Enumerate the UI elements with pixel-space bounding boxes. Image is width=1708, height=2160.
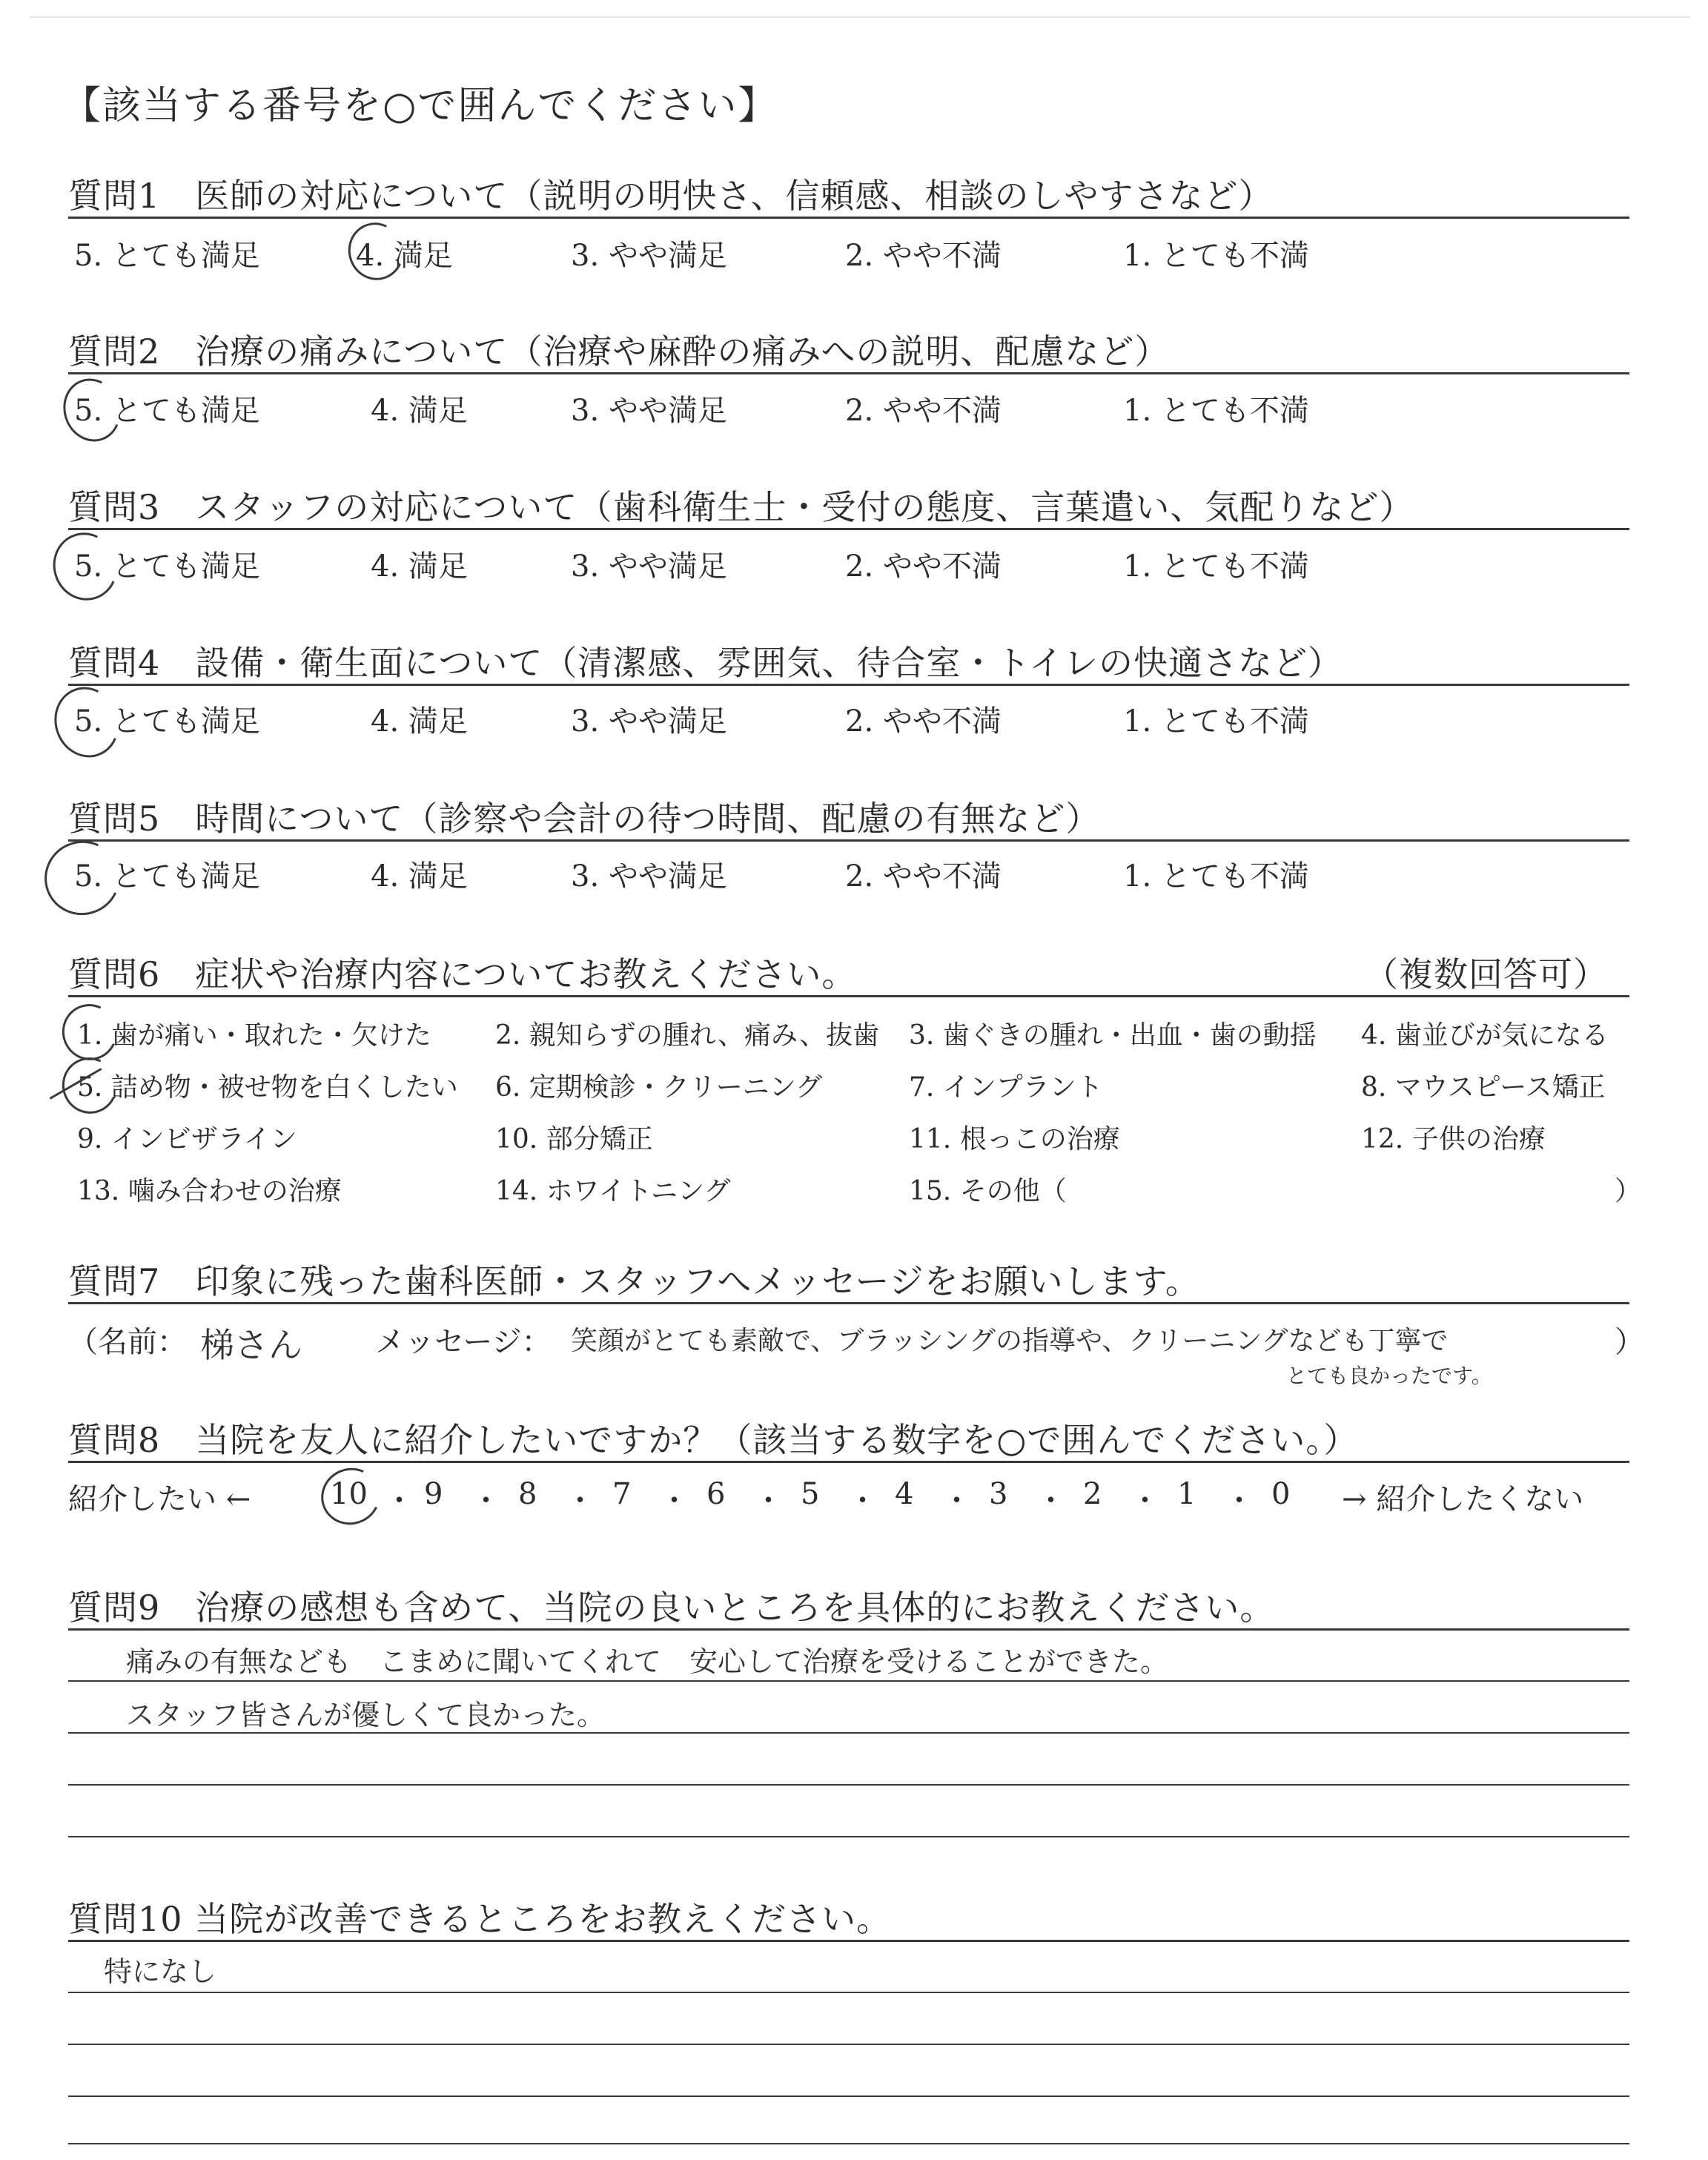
q2-option-5[interactable]: 5. とても満足 bbox=[74, 394, 260, 428]
question-8-title: 質問8 当院を友人に紹介したいですか？（該当する数字を○で囲んでください。） bbox=[68, 1420, 1359, 1460]
q10-answer-1[interactable]: 特になし bbox=[104, 1955, 217, 1988]
q5-option-5[interactable]: 5. とても満足 bbox=[74, 859, 260, 894]
q9-answer-line-5 bbox=[68, 1836, 1629, 1837]
q5-option-4[interactable]: 4. 満足 bbox=[371, 859, 468, 894]
q10-answer-line-2 bbox=[68, 1992, 1629, 1993]
q5-option-1[interactable]: 1. とても不満 bbox=[1123, 859, 1309, 894]
q9-answer-line-2 bbox=[68, 1680, 1629, 1682]
q5-option-2[interactable]: 2. やや不満 bbox=[845, 859, 1002, 894]
q9-answer-1[interactable]: 痛みの有無なども こまめに聞いてくれて 安心して治療を受けることができた。 bbox=[126, 1645, 1169, 1678]
q2-option-4[interactable]: 4. 満足 bbox=[371, 394, 468, 428]
q8-scale-1[interactable]: 1 bbox=[1177, 1477, 1196, 1511]
q8-scale-10[interactable]: 10 bbox=[330, 1477, 368, 1511]
q2-selection-circle bbox=[55, 371, 130, 450]
question-4-rule bbox=[68, 684, 1629, 686]
q1-option-4[interactable]: 4. 満足 bbox=[356, 239, 453, 273]
q6-selection-circle-5 bbox=[54, 1050, 125, 1122]
q4-option-1[interactable]: 1. とても不満 bbox=[1123, 704, 1309, 739]
q9-answer-line-4 bbox=[68, 1784, 1629, 1786]
q4-option-5[interactable]: 5. とても満足 bbox=[74, 704, 260, 739]
q4-option-3[interactable]: 3. やや満足 bbox=[571, 704, 727, 739]
q8-selection-circle bbox=[313, 1460, 388, 1533]
q7-name-value[interactable]: 梯さん bbox=[200, 1325, 302, 1365]
q4-selection-circle bbox=[44, 678, 129, 767]
q1-option-2[interactable]: 2. やや不満 bbox=[845, 239, 1002, 273]
q2-option-3[interactable]: 3. やや満足 bbox=[571, 394, 727, 428]
q6-other-close: ） bbox=[1615, 1176, 1642, 1206]
q6-item-10[interactable]: 10. 部分矯正 bbox=[495, 1124, 653, 1155]
q8-scale-separator: ・ bbox=[471, 1484, 501, 1518]
question-4-title: 質問4 設備・衛生面について（清潔感、雰囲気、待合室・トイレの快適さなど） bbox=[68, 643, 1343, 683]
q5-selection-circle bbox=[34, 830, 130, 926]
q8-scale-5[interactable]: 5 bbox=[801, 1477, 820, 1511]
q7-message-label: メッセージ： bbox=[375, 1325, 552, 1359]
question-10-title: 質問10 当院が改善できるところをお教えください。 bbox=[68, 1899, 892, 1939]
q8-scale-8[interactable]: 8 bbox=[518, 1477, 537, 1511]
q7-name-label: （名前： bbox=[68, 1325, 187, 1359]
q6-item-2[interactable]: 2. 親知らずの腫れ、痛み、抜歯 bbox=[495, 1020, 880, 1051]
q7-close-paren: ） bbox=[1615, 1325, 1644, 1359]
q8-scale-2[interactable]: 2 bbox=[1083, 1477, 1102, 1511]
q6-item-11[interactable]: 11. 根っこの治療 bbox=[909, 1124, 1120, 1155]
q6-item-9[interactable]: 9. インビザライン bbox=[77, 1124, 297, 1155]
q2-option-2[interactable]: 2. やや不満 bbox=[845, 394, 1002, 428]
q8-scale-7[interactable]: 7 bbox=[612, 1477, 632, 1511]
q3-option-1[interactable]: 1. とても不満 bbox=[1123, 549, 1309, 584]
q8-right-label: → 紹介したくない bbox=[1342, 1482, 1584, 1516]
q8-scale-separator: ・ bbox=[565, 1484, 595, 1518]
question-7-title: 質問7 印象に残った歯科医師・スタッフへメッセージをお願いします。 bbox=[68, 1261, 1200, 1301]
q10-answer-line-4 bbox=[68, 2095, 1629, 2097]
question-6-rule bbox=[68, 995, 1629, 997]
q4-option-4[interactable]: 4. 満足 bbox=[371, 704, 468, 739]
q2-option-1[interactable]: 1. とても不満 bbox=[1123, 394, 1309, 428]
q6-item-8[interactable]: 8. マウスピース矯正 bbox=[1361, 1072, 1606, 1103]
q7-message-line-1[interactable]: 笑顔がとても素敵で、ブラッシングの指導や、クリーニングなども丁寧で bbox=[571, 1326, 1449, 1356]
q3-option-4[interactable]: 4. 満足 bbox=[371, 549, 468, 584]
q8-scale-0[interactable]: 0 bbox=[1271, 1477, 1291, 1511]
q8-scale-separator: ・ bbox=[1130, 1484, 1160, 1518]
question-3-rule bbox=[68, 528, 1629, 530]
q4-option-2[interactable]: 2. やや不満 bbox=[845, 704, 1002, 739]
q8-scale-3[interactable]: 3 bbox=[989, 1477, 1008, 1511]
q8-scale-9[interactable]: 9 bbox=[424, 1477, 443, 1511]
question-1-title: 質問1 医師の対応について（説明の明快さ、信頼感、相談のしやすさなど） bbox=[68, 176, 1274, 216]
question-6-note: （複数回答可） bbox=[1364, 954, 1608, 994]
q8-scale-separator: ・ bbox=[941, 1484, 972, 1518]
question-2-rule bbox=[68, 372, 1629, 374]
question-5-title: 質問5 時間について（診察や会計の待つ時間、配慮の有無など） bbox=[68, 799, 1101, 839]
q8-scale-4[interactable]: 4 bbox=[895, 1477, 914, 1511]
page-title: 【該当する番号を○で囲んでください】 bbox=[62, 84, 778, 128]
q6-item-14[interactable]: 14. ホワイトニング bbox=[495, 1176, 731, 1206]
question-9-rule bbox=[68, 1628, 1629, 1631]
question-10-rule bbox=[68, 1940, 1629, 1942]
q6-item-13[interactable]: 13. 噛み合わせの治療 bbox=[77, 1176, 342, 1206]
q1-option-1[interactable]: 1. とても不満 bbox=[1123, 239, 1309, 273]
question-5-rule bbox=[68, 839, 1629, 842]
q8-scale-6[interactable]: 6 bbox=[706, 1477, 726, 1511]
q8-scale-separator: ・ bbox=[659, 1484, 689, 1518]
q8-scale-separator: ・ bbox=[753, 1484, 784, 1518]
question-1-rule bbox=[68, 217, 1629, 219]
question-6-title: 質問6 症状や治療内容についてお教えください。 bbox=[68, 954, 857, 994]
q8-scale-separator: ・ bbox=[1036, 1484, 1066, 1518]
question-3-title: 質問3 スタッフの対応について（歯科衛生士・受付の態度、言葉遣い、気配りなど） bbox=[68, 487, 1414, 527]
q3-option-5[interactable]: 5. とても満足 bbox=[74, 549, 260, 584]
q1-option-3[interactable]: 3. やや満足 bbox=[571, 239, 727, 273]
q6-item-4[interactable]: 4. 歯並びが気になる bbox=[1361, 1020, 1609, 1051]
q3-option-3[interactable]: 3. やや満足 bbox=[571, 549, 727, 584]
q1-selection-circle bbox=[340, 215, 411, 288]
q6-item-7[interactable]: 7. インプラント bbox=[909, 1072, 1103, 1103]
q6-item-6[interactable]: 6. 定期検診・クリーニング bbox=[495, 1072, 823, 1103]
q8-scale-separator: ・ bbox=[1224, 1484, 1254, 1518]
q6-item-5[interactable]: 5. 詰め物・被せ物を白くしたい bbox=[77, 1072, 458, 1103]
q8-scale-separator: ・ bbox=[384, 1484, 414, 1518]
q1-option-5[interactable]: 5. とても満足 bbox=[74, 239, 260, 273]
top-border bbox=[30, 16, 1690, 18]
q9-answer-2[interactable]: スタッフ皆さんが優しくて良かった。 bbox=[126, 1699, 606, 1731]
q8-scale-separator: ・ bbox=[847, 1484, 878, 1518]
q10-answer-line-5 bbox=[68, 2143, 1629, 2144]
question-7-rule bbox=[68, 1302, 1629, 1304]
q6-item-1[interactable]: 1. 歯が痛い・取れた・欠けた bbox=[77, 1020, 431, 1051]
q3-selection-circle bbox=[44, 524, 127, 610]
q6-item-15[interactable]: 15. その他（ bbox=[909, 1176, 1067, 1206]
q10-answer-line-3 bbox=[68, 2044, 1629, 2045]
question-8-rule bbox=[68, 1461, 1629, 1463]
q6-item-3[interactable]: 3. 歯ぐきの腫れ・出血・歯の動揺 bbox=[909, 1020, 1317, 1051]
q3-option-2[interactable]: 2. やや不満 bbox=[845, 549, 1002, 584]
q8-left-label: 紹介したい ← bbox=[68, 1482, 251, 1516]
q5-option-3[interactable]: 3. やや満足 bbox=[571, 859, 727, 894]
question-9-title: 質問9 治療の感想も含めて、当院の良いところを具体的にお教えください。 bbox=[68, 1588, 1275, 1628]
q6-item-12[interactable]: 12. 子供の治療 bbox=[1361, 1124, 1546, 1155]
question-2-title: 質問2 治療の痛みについて（治療や麻酔の痛みへの説明、配慮など） bbox=[68, 331, 1170, 371]
q7-message-line-2[interactable]: とても良かったです。 bbox=[1286, 1364, 1492, 1388]
